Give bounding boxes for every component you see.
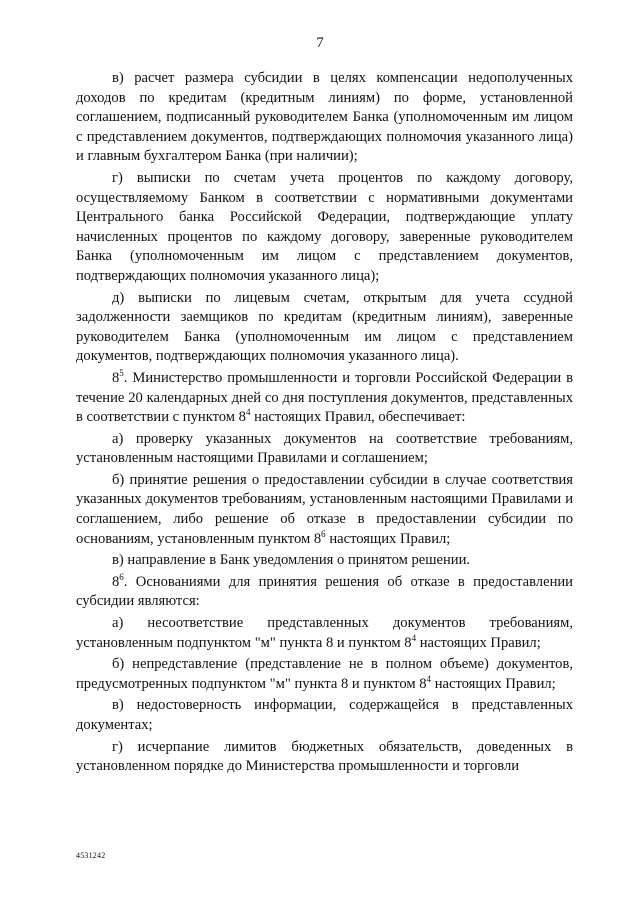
paragraph-a-noncompliance: а) несоответствие представленных документов требованиям, установленным подпунктом "м" пункта 8 и пунктом $8^4$ настоящих Правил;: [76, 615, 573, 651]
paragraph-g-interest-statements: г) выписки по счетам учета процентов по каждому договору, осуществляемому Банком в соответствии с нормативными документами Центрального банка Российской Федерации, подтверждающие уплату начисленных процентов по каждому договору, заверенные руководителем Банка (уполномоченным им лицом с представлением документов, подтверждающих полномочия указанного лица);: [76, 169, 573, 284]
document-id: 4531242: [76, 851, 106, 860]
paragraph-b-nonsubmission: б) непредставление (представление не в полном объеме) документов, предусмотренных подпунктом "м" пункта 8 и пунктом $8^4$ настоящих Правил;: [76, 656, 573, 692]
page-number: 7: [316, 35, 324, 51]
paragraph-v-inaccuracy: в) недостоверность информации, содержащейся в представленных документах;: [76, 697, 573, 733]
paragraph-b-decision: б) принятие решения о предоставлении субсидии в случае соответствия указанных документов требованиям, установленным настоящими Правилами и соглашением, либо решение об отказе в предоставлении субсидии по основаниям, установленным пунктом $8^6$ настоящих Правил;: [76, 471, 573, 547]
paragraph-v-subsidy-calculation: в) расчет размера субсидии в целях компенсации недополученных доходов по кредитам (кредитным линиям) по форме, установленной соглашением, подписанный руководителем Банка (уполномоченным им лицом с представлением документов, подтверждающих полномочия указанного лица) и главным бухгалтером Банка (при наличии);: [76, 70, 573, 165]
body-text: [76, 69, 573, 779]
paragraph-v-notification: в) направление в Банк уведомления о принятом решении.: [112, 552, 471, 569]
paragraph-d-account-statements: д) выписки по лицевым счетам, открытым для учета ссудной задолженности заемщиков по кредитам (кредитным линиям), заверенные руководителем Банка (уполномоченным им лицом с представлением документов, подтверждающих полномочия указанного лица).: [76, 289, 573, 365]
paragraph-g-budget-limits: г) исчерпание лимитов бюджетных обязательств, доведенных в установленном порядке до Министерства промышленности и торговли: [76, 738, 573, 775]
paragraph-a-document-check: а) проверку указанных документов на соответствие требованиям, установленным настоящими Правилами и соглашением;: [76, 430, 573, 467]
paragraph-8-6-refusal-grounds: $8^6$. Основаниями для принятия решения об отказе в предоставлении субсидии являются:: [76, 571, 573, 610]
paragraph-8-5-ministry-review: $8^5$. Министерство промышленности и торговли Российской Федерации в течение 20 календарных дней со дня поступления документов, представленных в соответствии с пунктом $8^4$ настоящих Правил, обеспечивает:: [76, 367, 573, 426]
